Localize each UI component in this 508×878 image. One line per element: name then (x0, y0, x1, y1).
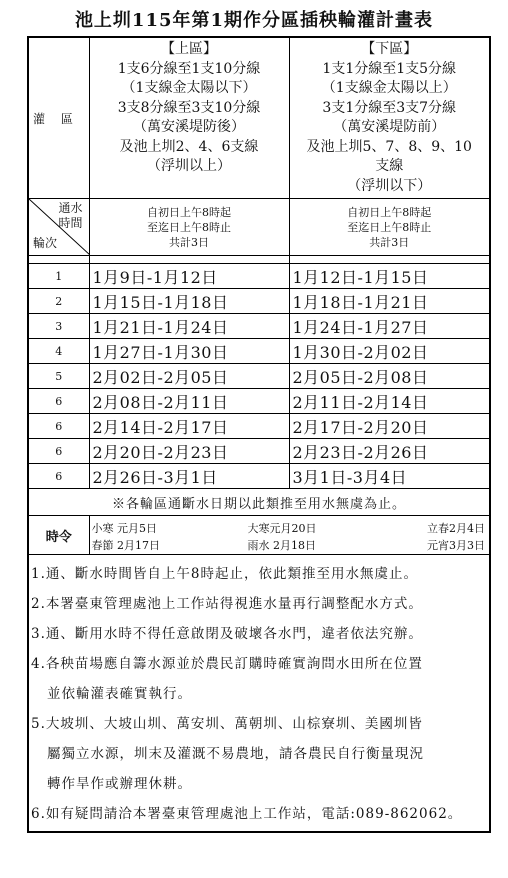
round-row (28, 414, 490, 439)
rules-list (28, 555, 490, 833)
round-number: 2 (28, 289, 89, 314)
upper-hours: 自初日上午8時起 至迄日上午8時止 共計3日 (89, 199, 289, 256)
rule-item: 5.大坡圳、大坡山圳、萬安圳、萬朝圳、山棕寮圳、美國圳皆 (31, 716, 423, 732)
rule-item: 2.本署臺東管理處池上工作站得視進水量再行調整配水方式。 (31, 596, 423, 612)
solar-term: 元宵3月3日 (427, 539, 485, 552)
water-time-label: 通水 時間 (58, 201, 83, 230)
lower-date-range: 1月24日-1月27日 (289, 314, 490, 339)
rule-item: 4.各秧苗場應自籌水源並於農民訂購時確實詢問水田所在位置 (31, 656, 423, 672)
round-row (28, 364, 490, 389)
round-number: 3 (28, 314, 89, 339)
zone-label: 灌 區 (28, 37, 89, 199)
lower-hours: 自初日上午8時起 至迄日上午8時止 共計3日 (289, 199, 490, 256)
lower-date-range: 1月12日-1月15日 (289, 264, 490, 289)
note-row (28, 489, 490, 516)
lower-date-range: 3月1日-3月4日 (289, 464, 490, 489)
upper-zone-description: 【上區】 1支6分線至1支10分線 （1支線金太陽以下） 3支8分線至3支10分線 （萬安溪堤防後） 及池上圳2、4、6支線 （浮圳以上） (89, 37, 289, 199)
page-title: 池上圳115年第1期作分區插秧輪灌計畫表 (74, 10, 434, 31)
hours-row (28, 199, 490, 256)
rule-item-continued: 轉作旱作或辦理休耕。 (47, 776, 192, 792)
schedule-note: ※各輪區通斷水日期以此類推至用水無虞為止。 (28, 489, 490, 516)
lower-date-range: 2月05日-2月08日 (289, 364, 490, 389)
round-row (28, 339, 490, 364)
zone-row (28, 37, 490, 199)
solar-term: 小寒 元月5日 (91, 522, 157, 535)
rule-item: 6.如有疑問請洽本署臺東管理處池上工作站，電話:089-862062。 (31, 806, 463, 822)
lower-zone-description: 【下區】 1支1分線至1支5分線 （1支線金太陽以上） 3支1分線至3支7分線 （萬安溪堤防前） 及池上圳5、7、8、9、10 支線 （浮圳以下） (289, 37, 490, 199)
rule-item-continued: 屬獨立水源，圳末及灌溉不易農地，請各農民自行衡量現況 (47, 746, 424, 762)
diagonal-header-cell (28, 199, 89, 256)
rule-item: 3.通、斷用水時不得任意啟閉及破壞各水門，違者依法究辦。 (31, 626, 423, 642)
round-number: 4 (28, 339, 89, 364)
round-row (28, 464, 490, 489)
round-number: 5 (28, 364, 89, 389)
round-row (28, 289, 490, 314)
solar-terms-label: 時令 (28, 516, 89, 555)
lower-date-range: 2月17日-2月20日 (289, 414, 490, 439)
solar-term: 雨水 2月18日 (247, 539, 316, 552)
upper-date-range: 2月26日-3月1日 (89, 464, 289, 489)
upper-date-range: 2月14日-2月17日 (89, 414, 289, 439)
irrigation-schedule-table (27, 36, 491, 833)
solar-terms-row (28, 516, 490, 555)
round-number: 6 (28, 414, 89, 439)
lower-date-range: 2月23日-2月26日 (289, 439, 490, 464)
lower-date-range: 1月18日-1月21日 (289, 289, 490, 314)
round-number: 6 (28, 439, 89, 464)
round-row (28, 389, 490, 414)
rule-item: 1.通、斷水時間皆自上午8時起止，依此類推至用水無虞止。 (31, 566, 418, 582)
lower-date-range: 2月11日-2月14日 (289, 389, 490, 414)
round-number: 6 (28, 464, 89, 489)
round-number: 6 (28, 389, 89, 414)
upper-date-range: 1月9日-1月12日 (89, 264, 289, 289)
upper-date-range: 1月15日-1月18日 (89, 289, 289, 314)
solar-terms (89, 516, 490, 555)
lower-date-range: 1月30日-2月02日 (289, 339, 490, 364)
upper-date-range: 2月20日-2月23日 (89, 439, 289, 464)
round-row (28, 264, 490, 289)
round-row (28, 314, 490, 339)
round-number: 1 (28, 264, 89, 289)
upper-date-range: 1月21日-1月24日 (89, 314, 289, 339)
rules-row (28, 555, 490, 833)
solar-term: 大寒元月20日 (247, 522, 317, 535)
solar-term: 春節 2月17日 (91, 539, 160, 552)
solar-term: 立春2月4日 (427, 522, 485, 535)
upper-date-range: 2月02日-2月05日 (89, 364, 289, 389)
upper-date-range: 1月27日-1月30日 (89, 339, 289, 364)
upper-date-range: 2月08日-2月11日 (89, 389, 289, 414)
round-row (28, 439, 490, 464)
round-label: 輪次 (33, 236, 58, 250)
spacer-row (28, 256, 490, 264)
rule-item-continued: 並依輪灌表確實執行。 (47, 686, 192, 702)
